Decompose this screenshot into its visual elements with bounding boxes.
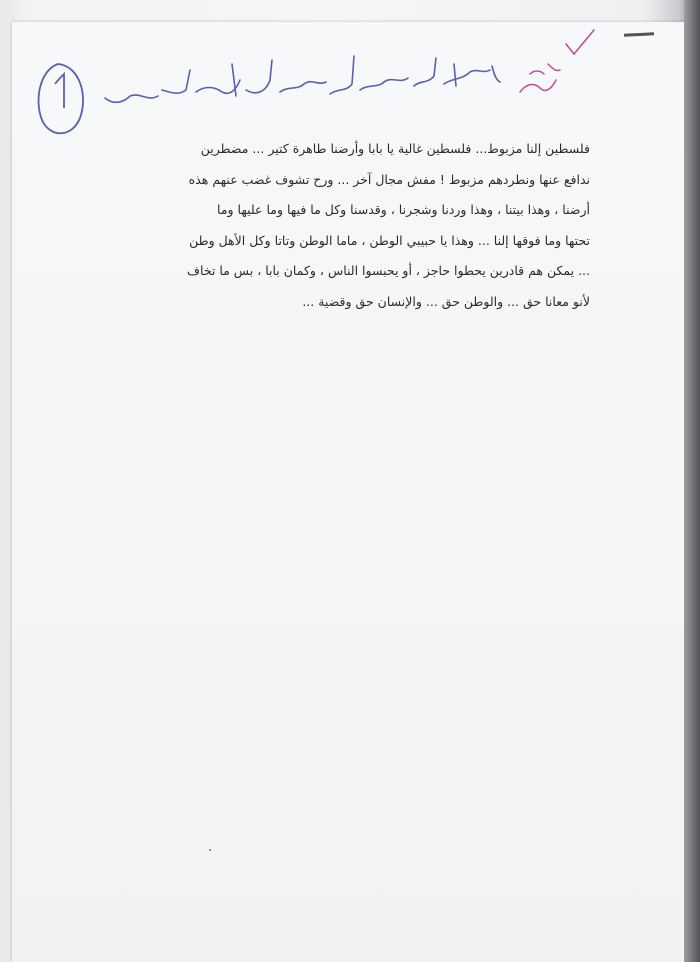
page-number-digit bbox=[55, 74, 64, 108]
paragraph-line-2: ندافع عنها ونطردهم مزبوط ! مفش مجال آخر ... ورح تشوف غضب عنهم هذه bbox=[188, 171, 590, 187]
paragraph-line-3: أرضنا ، وهذا بيتنا ، وهذا وردنا وشجرنا ، وقدسنا وكل ما فيها وما عليها وما bbox=[217, 202, 590, 217]
typed-paragraph bbox=[112, 134, 590, 317]
paragraph-line-6: لأنو معانا حق ... والوطن حق ... والإنسان حق وقضية ... bbox=[302, 293, 590, 309]
margin-note-strokes bbox=[520, 64, 560, 92]
stray-ink-dot bbox=[209, 849, 211, 851]
page-number-circle bbox=[39, 64, 84, 133]
paragraph-line-4: تحتها وما فوقها إلنا ... وهذا يا حبيبي الوطن ، ماما الوطن وتاتا وكل الأهل وطن bbox=[189, 232, 590, 248]
handwritten-title-strokes bbox=[105, 56, 500, 102]
circled-page-number bbox=[39, 64, 84, 133]
paragraph-line-1: فلسطين إلنا مزبوط... فلسطين غالية يا بابا وأرضنا طاهرة كتير ... مضطرين bbox=[200, 141, 590, 156]
paragraph-line-5: ... يمكن هم قادرين يحطوا حاجز ، أو يحبسوا الناس ، وكمان بابا ، بس ما تخاف bbox=[187, 263, 590, 278]
check-mark-icon bbox=[566, 30, 594, 54]
